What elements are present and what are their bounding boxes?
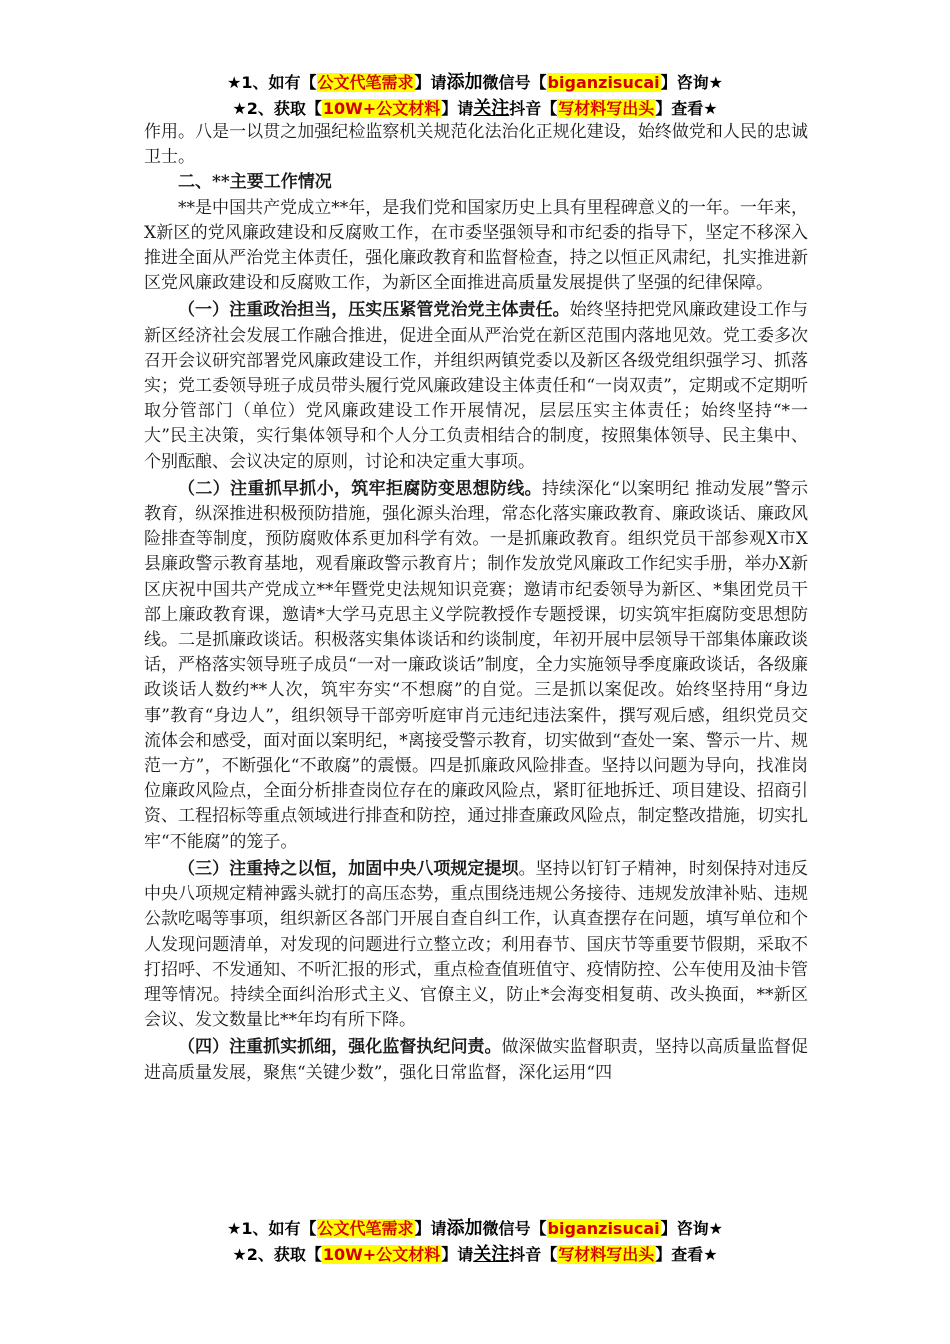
paragraph-continued: 作用。八是一以贯之加强纪检监察机关规范化法治化正规化建设，始终做党和人民的忠诚卫士。 bbox=[144, 122, 808, 168]
douyin-id: 写材料写出头 bbox=[558, 99, 655, 118]
banner-text: 】查看★ bbox=[655, 1245, 718, 1264]
banner-text: ★1、如有【 bbox=[227, 73, 317, 92]
wechat-id: biganzisucai bbox=[547, 73, 660, 92]
wechat-id: biganzisucai bbox=[547, 1219, 660, 1238]
banner-text: ★2、获取【 bbox=[232, 99, 322, 118]
banner-text: 】请 bbox=[414, 73, 447, 92]
banner-text: 】咨询★ bbox=[660, 1219, 723, 1238]
section-1-body: 始终坚持把党风廉政建设工作与新区经济社会发展工作融合推进，促进全面从严治党在新区范围内落地见效。党工委多次召开会议研究部署党风廉政建设工作，并组织两镇党委以及新区各级党组织强学习、抓落实；党工委领导班子成员带头履行党风廉政建设主体责任和“一岗双责”，定期或不定期听取分管部门（单位）党风廉政建设工作开展情况，层层压实主体责任；始终坚持“*一大”民主决策，实行集体领导和个人分工负责相结合的制度，按照集体领导、民主集中、个别酝酿、会议决定的原则，讨论和决定重大事项。 bbox=[144, 300, 809, 472]
section-2-lead: （二）注重抓早抓小，筑牢拒腐防变思想防线。 bbox=[178, 478, 542, 499]
section-2-body: 持续深化“以案明纪 推动发展”警示教育，纵深推进积极预防措施，强化源头治理，常态化落实廉政教育、廉政谈话、廉政风险排查等制度，预防腐败体系更加科学有效。一是抓廉政教育。组织党员干部参观X市X县廉政警示教育基地，观看廉政警示教育片；制作发放党风廉政工作纪实手册，举办X新区庆祝中国共产党成立**年暨党史法规知识竞赛；邀请市纪委领导为新区、*集团党员干部上廉政教育课，邀请*大学马克思主义学院教授作专题授课，切实筑牢拒腐防变思想防线。二是抓廉政谈话。积极落实集体谈话和约谈制度，年初开展中层领导干部集体廉政谈话，严格落实领导班子成员“一对一廉政谈话”制度，全力实施领导季度廉政谈话，各级廉政谈话人数约**人次，筑牢夯实“不想腐”的自觉。三是抓以案促改。始终坚持用“身边事”教育“身边人”，组织领导干部旁听庭审肖元违纪违法案件，撰写观后感，组织党员交流体会和感受，面对面以案明纪，*离接受警示教育，切实做到“查处一案、警示一片、规范一方”，不断强化“不敢腐”的震慑。四是抓廉政风险排查。坚持以问题为导向，找准岗位廉政风险点，全面分析排查岗位存在的廉政风险点，紧盯征地拆迁、项目建设、招商引资、工程招标等重点领域进行排查和防控，通过排查廉政风险点，制定整改措施，切实扎牢“不能腐”的笼子。 bbox=[144, 478, 808, 852]
banner-text: ★1、如有【 bbox=[227, 1219, 317, 1238]
banner-text: 微信号【 bbox=[482, 73, 547, 92]
banner-text: 】请 bbox=[441, 1245, 474, 1264]
section-4-lead: （四）注重抓实抓细，强化监督执纪问责。 bbox=[178, 1037, 502, 1058]
banner-text: 抖音【 bbox=[509, 99, 558, 118]
section-4 bbox=[144, 1035, 808, 1085]
footer-banner bbox=[0, 1216, 950, 1268]
highlight-text: 10W+公文材料 bbox=[322, 99, 441, 118]
highlight-text: 公文代笔需求 bbox=[317, 1219, 414, 1238]
banner-text: 】咨询★ bbox=[660, 73, 723, 92]
banner-line-2 bbox=[0, 1242, 950, 1268]
section-1 bbox=[144, 298, 808, 474]
emphasis-text: 关注 bbox=[473, 98, 510, 119]
banner-line-1 bbox=[0, 1216, 950, 1242]
banner-text: 】请 bbox=[414, 1219, 447, 1238]
section-2 bbox=[144, 477, 808, 855]
header-banner bbox=[0, 70, 950, 122]
section-3 bbox=[144, 857, 808, 1033]
emphasis-text: 添加 bbox=[446, 1218, 483, 1239]
section-3-lead: （三）注重持之以恒，加固中央八项规定提坝 bbox=[178, 858, 519, 879]
banner-text: ★2、获取【 bbox=[232, 1245, 322, 1264]
banner-text: 】查看★ bbox=[655, 99, 718, 118]
banner-text: 】请 bbox=[441, 99, 474, 118]
banner-text: 微信号【 bbox=[482, 1219, 547, 1238]
banner-line-2 bbox=[0, 96, 950, 122]
document-body bbox=[144, 120, 808, 1086]
highlight-text: 10W+公文材料 bbox=[322, 1245, 441, 1264]
highlight-text: 公文代笔需求 bbox=[317, 73, 414, 92]
emphasis-text: 关注 bbox=[473, 1244, 510, 1265]
paragraph-intro: **是中国共产党成立**年，是我们党和国家历史上具有里程碑意义的一年。一年来，X新区的党风廉政建设和反腐败工作，在市委坚强领导和市纪委的指导下，坚定不移深入推进全面从严治党主体责任，强化廉政教育和监督检查，持之以恒正风肃纪，扎实推进新区党风廉政建设和反腐败工作，为新区全面推进高质量发展提供了坚强的纪律保障。 bbox=[144, 197, 808, 294]
section-3-body: 。坚持以钉钉子精神，时刻保持对违反中央八项规定精神露头就打的高压态势，重点围绕违规公务接待、违规发放津补贴、违规公款吃喝等事项，组织新区各部门开展自查自纠工作，认真查摆存在问题，填写单位和个人发现问题清单，对发现的问题进行立整立改；利用春节、国庆节等重要节假期，采取不打招呼、不发通知、不听汇报的形式，重点检查值班值守、疫情防控、公车使用及油卡管理等情况。持续全面纠治形式主义、官僚主义，防止*会海变相复萌、改头换面，**新区会议、发文数量比**年均有所下降。 bbox=[144, 858, 809, 1031]
banner-line-1 bbox=[0, 70, 950, 96]
banner-text: 抖音【 bbox=[509, 1245, 558, 1264]
emphasis-text: 添加 bbox=[446, 72, 483, 93]
section-heading: 二、**主要工作情况 bbox=[178, 172, 332, 193]
douyin-id: 写材料写出头 bbox=[558, 1245, 655, 1264]
section-4-body: 做深做实监督职责，坚持以高质量监督促进高质量发展，聚焦“关键少数”，强化日常监督，深化运用“四 bbox=[144, 1037, 809, 1083]
section-1-lead: （一）注重政治担当，压实压紧管党治党主体责任。 bbox=[178, 300, 570, 321]
